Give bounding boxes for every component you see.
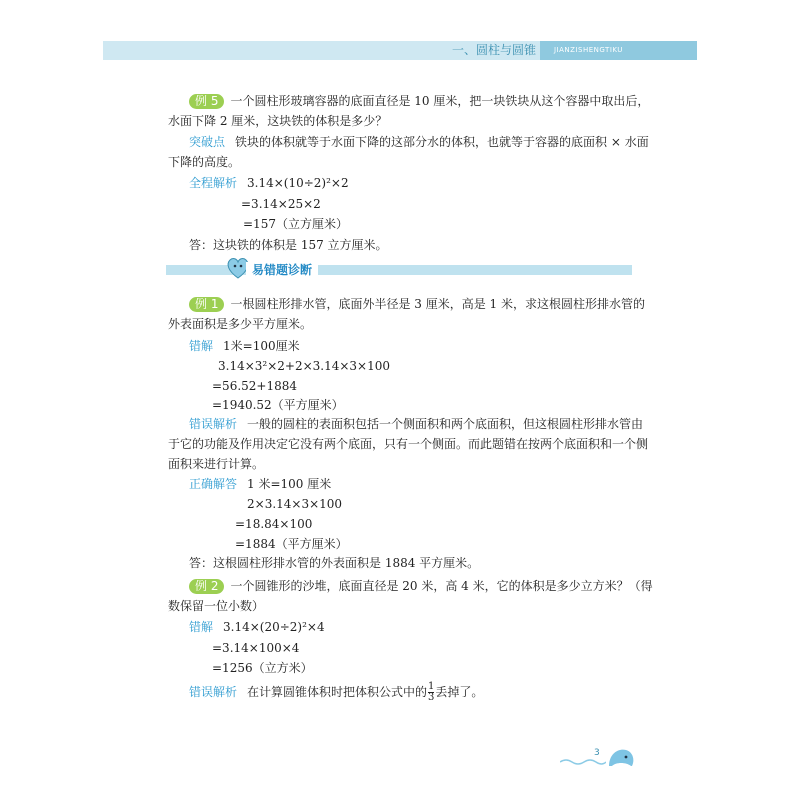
ex1-badge: 例 1 (189, 297, 224, 312)
section-title: 易错题诊断 (246, 262, 318, 278)
error-analysis-tag: 错误解析 (189, 685, 238, 699)
ex2-error-line: 错误解析 在计算圆锥体积时把体积公式中的 $\frac{1}{3}$ 丢掉了。 (189, 681, 484, 703)
ex1-question-line2: 外表面积是多少平方厘米。 (168, 317, 313, 331)
correct-solution-tag: 正确解答 (189, 477, 238, 491)
wrong-solution-tag: 错解 (189, 620, 214, 634)
ex1-wrong-line4: =1940.52（平方厘米） (212, 398, 344, 412)
one-third-fraction: $\frac{1}{3}$ (428, 681, 435, 703)
ex5-solution-line1: 全程解析 3.14×(10÷2)²×2 (189, 176, 349, 190)
ex2-wrong-line1: 错解 3.14×(20÷2)²×4 (189, 620, 325, 634)
ex5-key-line1: 突破点 铁块的体积就等于水面下降的这部分水的体积，也就等于容器的底面积 × 水面 (189, 135, 649, 149)
ex1-error-line3: 面积来进行计算。 (168, 457, 265, 471)
whale-mascot-icon (606, 744, 636, 770)
ex2-wrong-line3: =1256（立方米） (212, 661, 313, 675)
ex5-question-line1: 例 5 一个圆柱形玻璃容器的底面直径是 10 厘米，把一块铁块从这个容器中取出后， (189, 93, 649, 109)
ex5-question-line2: 水面下降 2 厘米，这块铁的体积是多少？ (168, 114, 388, 128)
ex2-wrong-line2: =3.14×100×4 (212, 641, 300, 655)
page-number: 3 (594, 748, 600, 758)
ex2-question-line2: 数保留一位小数） (168, 599, 265, 613)
ex1-answer: 答：这根圆柱形排水管的外表面积是 1884 平方厘米。 (189, 556, 480, 570)
ex5-key-line2: 下降的高度。 (168, 155, 241, 169)
ex1-error-line2: 于它的功能及作用决定它没有两个底面，只有一个侧面。而此题错在按两个底面积和一个侧 (168, 437, 649, 451)
ex2-question-line1: 例 2 一个圆锥形的沙堆，底面直径是 20 米，高 4 米，它的体积是多少立方米？（得 (189, 578, 653, 594)
ex1-right-line1: 正确解答 1 米=100 厘米 (189, 477, 332, 491)
ex1-right-line3: =18.84×100 (235, 517, 313, 531)
series-brand: JIANZISHENGTIKU (554, 46, 623, 54)
wave-decoration (560, 758, 606, 766)
ex5-answer: 答：这块铁的体积是 157 立方厘米。 (189, 238, 388, 252)
ex1-right-line2: 2×3.14×3×100 (247, 497, 343, 511)
ex1-right-line4: =1884（平方厘米） (235, 537, 348, 551)
ex5-solution-line3: =157（立方厘米） (243, 217, 348, 231)
chapter-title: 一、圆柱与圆锥 (452, 43, 537, 57)
ex1-wrong-line2: 3.14×3²×2+2×3.14×3×100 (218, 359, 391, 373)
ex1-wrong-line3: =56.52+1884 (212, 379, 298, 393)
ex1-error-line1: 错误解析 一般的圆柱的表面积包括一个侧面积和两个底面积，但这根圆柱形排水管由 (189, 417, 644, 431)
wrong-solution-tag: 错解 (189, 339, 214, 353)
ex1-wrong-line1: 错解 1米=100厘米 (189, 339, 300, 353)
ex5-solution-line2: =3.14×25×2 (241, 197, 321, 211)
error-analysis-tag: 错误解析 (189, 417, 238, 431)
solution-tag: 全程解析 (189, 176, 238, 190)
ex1-question-line1: 例 1 一根圆柱形排水管，底面外半径是 3 厘米，高是 1 米，求这根圆柱形排水管的 (189, 296, 645, 312)
key-point-tag: 突破点 (189, 135, 226, 149)
ex5-badge: 例 5 (189, 94, 224, 109)
ex2-badge: 例 2 (189, 579, 224, 594)
